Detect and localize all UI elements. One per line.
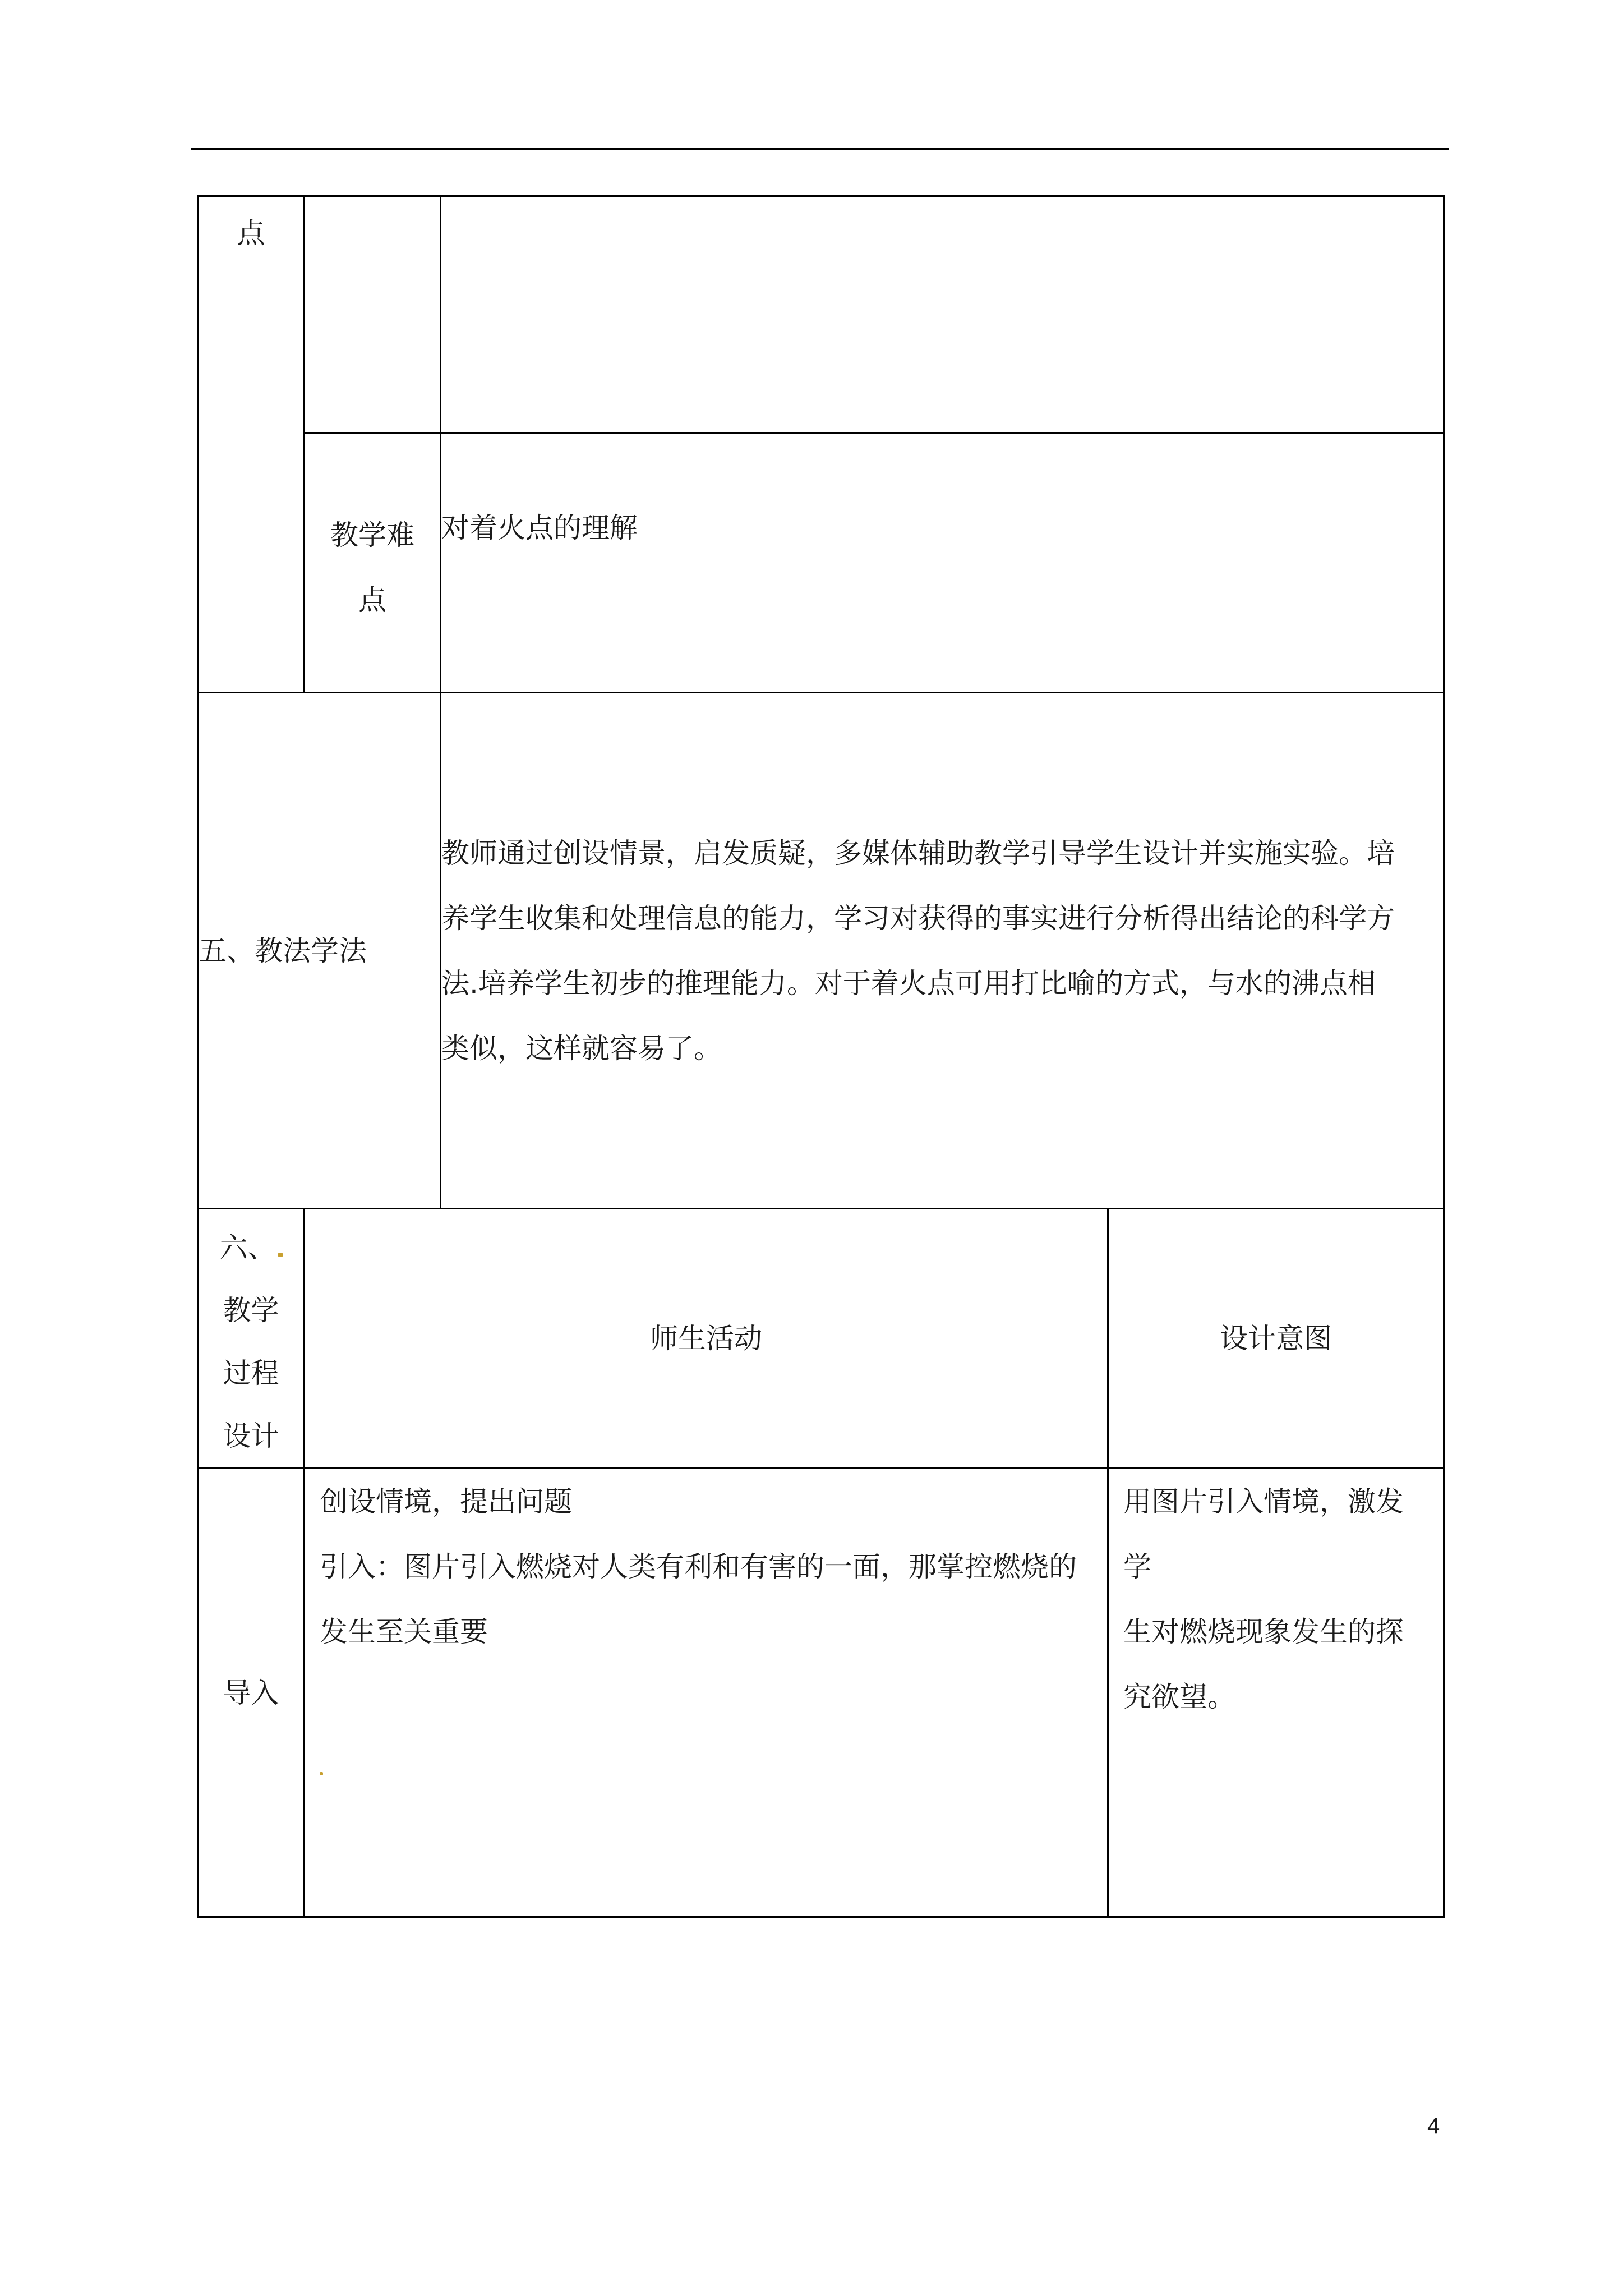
intent-header-cell (1108, 1209, 1444, 1469)
process-label-line: 六、 (199, 1216, 303, 1279)
intent-header: 设计意图 (1220, 1322, 1332, 1355)
difficulty-label: 教学难点 (330, 519, 414, 616)
intro-activity-line: 引入：图片引入燃烧对人类有利和有害的一面，那掌控燃烧的 (320, 1550, 1077, 1583)
activity-header-cell (305, 1209, 1108, 1469)
difficulty-content-cell (441, 434, 1444, 693)
activity-header: 师生活动 (650, 1322, 762, 1355)
intro-label: 导入 (223, 1676, 279, 1709)
process-label-line: 教学 (223, 1294, 279, 1327)
method-label-cell (198, 693, 441, 1209)
method-line: 法.培养学生初步的推理能力。对于着火点可用打比喻的方式，与水的沸点相 (441, 967, 1376, 1000)
lesson-plan-table (197, 195, 1445, 1918)
page-number: 4 (1427, 2114, 1440, 2138)
mark-dot-icon (278, 1253, 283, 1257)
key-points-label: 点 (237, 217, 265, 250)
intro-activity-cell (305, 1469, 1108, 1917)
intro-activity-line: 发生至关重要 (320, 1616, 488, 1648)
intro-intent-cell (1108, 1469, 1444, 1917)
method-line: 类似，这样就容易了。 (441, 1032, 722, 1065)
intro-activity-line: 创设情境，提出问题 (320, 1485, 572, 1518)
method-line: 教师通过创设情景，启发质疑，多媒体辅助教学引导学生设计并实施实验。培 (441, 836, 1395, 869)
method-line: 养学生收集和处理信息的能力，学习对获得的事实进行分析得出结论的科学方 (441, 901, 1395, 935)
key-points-content-cell (441, 196, 1444, 434)
process-label-line: 过程 (223, 1357, 279, 1389)
difficulty-label-cell (305, 434, 441, 693)
method-label: 五、教法学法 (199, 934, 367, 967)
key-points-label-cell (198, 196, 305, 693)
intro-label-cell (198, 1469, 305, 1917)
process-label-line: 设计 (223, 1420, 279, 1452)
process-label-cell (198, 1209, 305, 1469)
mark-dot-icon (320, 1772, 323, 1775)
intro-intent-line: 究欲望。 (1123, 1681, 1235, 1713)
method-content-cell (441, 693, 1444, 1209)
intro-intent-line: 生对燃烧现象发生的探 (1123, 1616, 1404, 1648)
difficulty-content: 对着火点的理解 (441, 512, 638, 544)
header-rule (191, 148, 1449, 150)
intro-intent-line: 用图片引入情境，激发学 (1123, 1485, 1404, 1583)
key-points-sub-cell (305, 196, 441, 434)
